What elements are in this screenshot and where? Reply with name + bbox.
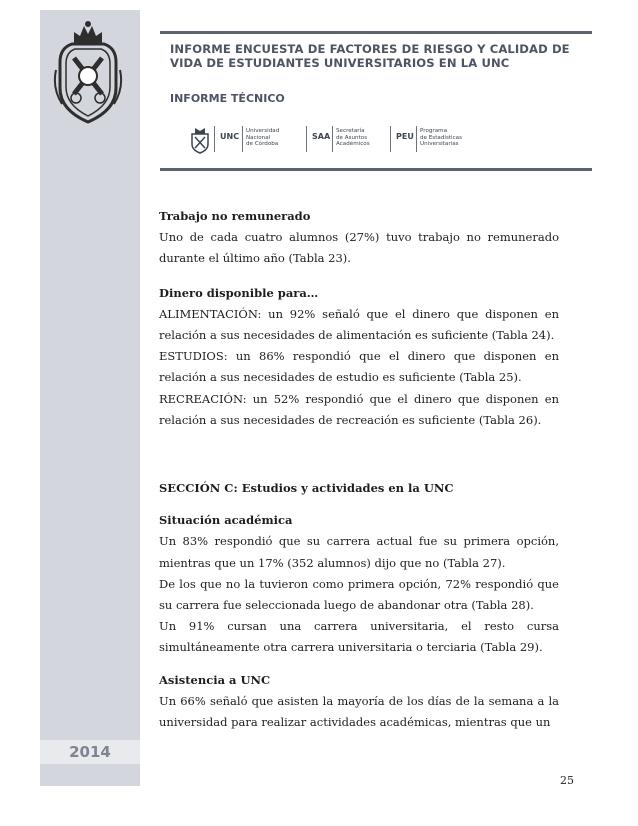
heading-situacion-academica: Situación académica — [159, 513, 293, 528]
logo-divider — [306, 126, 307, 152]
heading-asistencia: Asistencia a UNC — [159, 672, 271, 687]
paragraph-recreacion: RECREACIÓN: un 52% respondió que el dinero que disponen en relación a sus necesidades de recreación es suficiente (Tabla 26). — [159, 391, 559, 427]
paragraph-primera-opcion: Un 83% respondió que su carrera actual fue su primera opción, mientras que un 17% (352 alumnos) dijo que no (Tabla 27). — [159, 534, 559, 570]
paragraph-asistencia: Un 66% señaló que asisten la mayoría de los días de la semana a la universidad para realizar actividades académicas, mientras que un — [159, 693, 559, 730]
logo-name-peu: Programa de Estadísticas Universitarias — [420, 128, 463, 148]
report-body — [159, 206, 559, 733]
logo-name-saa: Secretaría de Asuntos Académicos — [336, 128, 370, 148]
logo-divider — [214, 126, 215, 152]
logo-divider — [242, 126, 243, 152]
paragraph-trabajo: Uno de cada cuatro alumnos (27%) tuvo trabajo no remunerado durante el último año (Tabla 23). — [159, 230, 559, 266]
unc-crest-icon — [190, 124, 210, 154]
logo-unc — [190, 122, 310, 158]
logo-peu — [390, 122, 480, 158]
logo-abbr-peu: PEU — [396, 132, 414, 141]
logo-abbr-unc: UNC — [220, 132, 240, 141]
institution-logos — [190, 122, 590, 158]
report-title-line-1: INFORME ENCUESTA DE FACTORES DE RIESGO Y CALIDAD DE — [170, 42, 570, 56]
logo-divider — [332, 126, 333, 152]
section-heading-c: SECCIÓN C: Estudios y actividades en la UNC — [159, 481, 454, 496]
header-rule-bottom — [160, 168, 592, 171]
paragraph-abandono: De los que no la tuvieron como primera opción, 72% respondió que su carrera fue seleccionada luego de abandonar otra (Tabla 28). — [159, 576, 559, 613]
header-rule-top — [160, 31, 592, 34]
report-subtitle: INFORME TÉCNICO — [170, 92, 285, 105]
report-title-line-2: VIDA DE ESTUDIANTES UNIVERSITARIOS EN LA UNC — [170, 56, 510, 70]
logo-divider — [416, 126, 417, 152]
paragraph-carrera-simultanea: Un 91% cursan una carrera universitaria, el resto cursa simultáneamente otra carrera universitaria o terciaria (Tabla 29). — [159, 619, 559, 655]
heading-trabajo-no-remunerado: Trabajo no remunerado — [159, 209, 311, 223]
paragraph-estudios: ESTUDIOS: un 86% respondió que el dinero que disponen en relación a sus necesidades de estudio es suficiente (Tabla 25). — [159, 349, 559, 385]
report-title — [170, 42, 590, 70]
logo-name-unc: Universidad Nacional de Córdoba — [246, 128, 280, 148]
logo-abbr-saa: SAA — [312, 132, 331, 141]
paragraph-alimentacion: ALIMENTACIÓN: un 92% señaló que el dinero que disponen en relación a sus necesidades de alimentación es suficiente (Tabla 24). — [159, 306, 559, 343]
year-label: 2014 — [40, 740, 140, 764]
heading-dinero-disponible: Dinero disponible para… — [159, 285, 319, 300]
logo-divider — [390, 126, 391, 152]
logo-saa — [306, 122, 386, 158]
page-number: 25 — [560, 774, 574, 787]
university-crest-logo — [52, 18, 124, 128]
